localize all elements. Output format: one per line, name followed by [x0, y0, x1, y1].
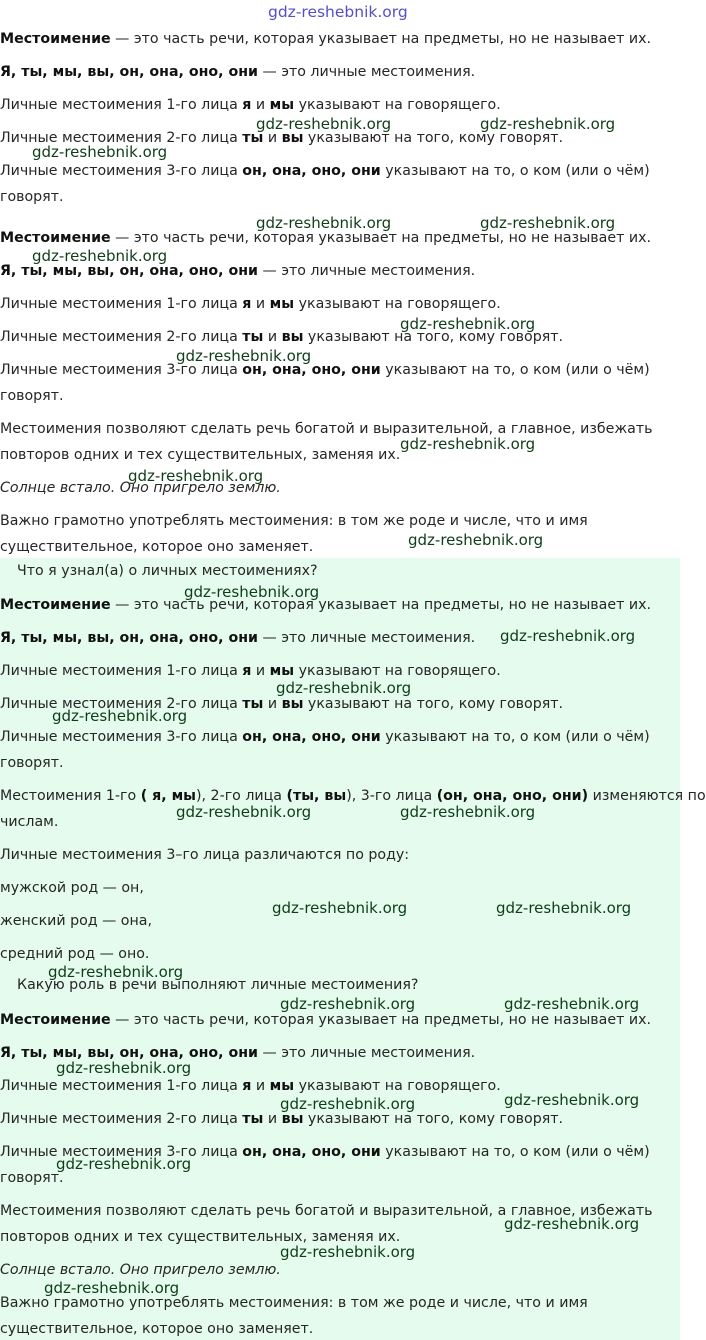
text-line: числам.: [0, 814, 59, 830]
watermark: gdz-reshebnik.org: [408, 531, 544, 549]
third-person-line: Личные местоимения 3-го лица он, она, оно, они указывают на то, о ком (или о чём): [0, 163, 650, 179]
text-line: говорят.: [0, 388, 64, 404]
watermark: gdz-reshebnik.org: [280, 1243, 416, 1261]
pronoun-list-line: Я, ты, мы, вы, он, она, оно, они — это личные местоимения.: [0, 1045, 476, 1061]
watermark: gdz-reshebnik.org: [500, 627, 636, 645]
text-line: говорят.: [0, 189, 64, 205]
definition-line: Местоимение — это часть речи, которая указывает на предметы, но не называет их.: [0, 597, 651, 613]
watermark: gdz-reshebnik.org: [176, 803, 312, 821]
watermark: gdz-reshebnik.org: [504, 1091, 640, 1109]
third-person-line: Личные местоимения 3-го лица он, она, оно, они указывают на то, о ком (или о чём): [0, 1144, 650, 1160]
text-line: Важно грамотно употреблять местоимения: в том же роде и числе, что и имя: [0, 513, 588, 529]
watermark: gdz-reshebnik.org: [268, 3, 408, 21]
text-line: существительное, которое оно заменяет.: [0, 1321, 314, 1337]
watermark: gdz-reshebnik.org: [44, 1279, 180, 1297]
text-line: повторов одних и тех существительных, заменяя их.: [0, 447, 401, 463]
example-sentence: Солнце встало. Оно пригрело землю.: [0, 1262, 281, 1278]
second-person-line: Личные местоимения 2-го лица ты и вы указывают на того, кому говорят.: [0, 329, 564, 345]
watermark: gdz-reshebnik.org: [184, 583, 320, 601]
text-line: повторов одних и тех существительных, заменяя их.: [0, 1229, 401, 1245]
watermark: gdz-reshebnik.org: [504, 1215, 640, 1233]
gender-line: женский род — она,: [0, 913, 152, 929]
watermark: gdz-reshebnik.org: [176, 347, 312, 365]
definition-line: Местоимение — это часть речи, которая указывает на предметы, но не называет их.: [0, 31, 651, 47]
second-person-line: Личные местоимения 2-го лица ты и вы указывают на того, кому говорят.: [0, 696, 564, 712]
watermark: gdz-reshebnik.org: [400, 435, 536, 453]
watermark: gdz-reshebnik.org: [32, 247, 168, 265]
first-person-line: Личные местоимения 1-го лица я и мы указывают на говорящего.: [0, 663, 501, 679]
pronoun-list-line: Я, ты, мы, вы, он, она, оно, они — это личные местоимения.: [0, 64, 476, 80]
text-line: Важно грамотно употреблять местоимения: в том же роде и числе, что и имя: [0, 1295, 588, 1311]
watermark: gdz-reshebnik.org: [32, 143, 168, 161]
watermark: gdz-reshebnik.org: [56, 1155, 192, 1173]
question-heading: Что я узнал(а) о личных местоимениях?: [17, 563, 318, 579]
watermark: gdz-reshebnik.org: [256, 115, 392, 133]
watermark: gdz-reshebnik.org: [276, 679, 412, 697]
pronoun-list-line: Я, ты, мы, вы, он, она, оно, они — это личные местоимения.: [0, 263, 476, 279]
first-person-line: Личные местоимения 1-го лица я и мы указывают на говорящего.: [0, 1078, 501, 1094]
gender-line: мужской род — он,: [0, 880, 144, 896]
watermark: gdz-reshebnik.org: [128, 467, 264, 485]
watermark: gdz-reshebnik.org: [280, 1095, 416, 1113]
first-person-line: Личные местоимения 1-го лица я и мы указывают на говорящего.: [0, 97, 501, 113]
text-line: Личные местоимения 3–го лица различаются по роду:: [0, 847, 410, 863]
pronoun-list-line: Я, ты, мы, вы, он, она, оно, они — это личные местоимения.: [0, 630, 476, 646]
third-person-line: Личные местоимения 3-го лица он, она, оно, они указывают на то, о ком (или о чём): [0, 362, 650, 378]
text-line: существительное, которое оно заменяет.: [0, 539, 314, 555]
watermark: gdz-reshebnik.org: [400, 315, 536, 333]
watermark: gdz-reshebnik.org: [256, 214, 392, 232]
watermark: gdz-reshebnik.org: [272, 899, 408, 917]
watermark: gdz-reshebnik.org: [480, 214, 616, 232]
definition-line: Местоимение — это часть речи, которая указывает на предметы, но не называет их.: [0, 1012, 651, 1028]
gender-line: средний род — оно.: [0, 946, 150, 962]
number-change-line: Местоимения 1-го ( я, мы), 2-го лица (ты, вы), 3-го лица (он, она, оно, они) изменяются по: [0, 788, 706, 804]
watermark: gdz-reshebnik.org: [56, 1059, 192, 1077]
first-person-line: Личные местоимения 1-го лица я и мы указывают на говорящего.: [0, 296, 501, 312]
third-person-line: Личные местоимения 3-го лица он, она, оно, они указывают на то, о ком (или о чём): [0, 729, 650, 745]
definition-line: Местоимение — это часть речи, которая указывает на предметы, но не называет их.: [0, 230, 651, 246]
watermark: gdz-reshebnik.org: [480, 115, 616, 133]
second-person-line: Личные местоимения 2-го лица ты и вы указывают на того, кому говорят.: [0, 1111, 564, 1127]
text-line: Местоимения позволяют сделать речь богатой и выразительной, а главное, избежать: [0, 1203, 653, 1219]
second-person-line: Личные местоимения 2-го лица ты и вы указывают на того, кому говорят.: [0, 130, 564, 146]
watermark: gdz-reshebnik.org: [504, 995, 640, 1013]
watermark: gdz-reshebnik.org: [52, 707, 188, 725]
question-heading: Какую роль в речи выполняют личные местоимения?: [17, 977, 419, 993]
watermark: gdz-reshebnik.org: [400, 803, 536, 821]
text-line: говорят.: [0, 755, 64, 771]
watermark: gdz-reshebnik.org: [48, 963, 184, 981]
text-line: Местоимения позволяют сделать речь богатой и выразительной, а главное, избежать: [0, 421, 653, 437]
watermark: gdz-reshebnik.org: [280, 995, 416, 1013]
text-line: говорят.: [0, 1170, 64, 1186]
example-sentence: Солнце встало. Оно пригрело землю.: [0, 480, 281, 496]
watermark: gdz-reshebnik.org: [496, 899, 632, 917]
